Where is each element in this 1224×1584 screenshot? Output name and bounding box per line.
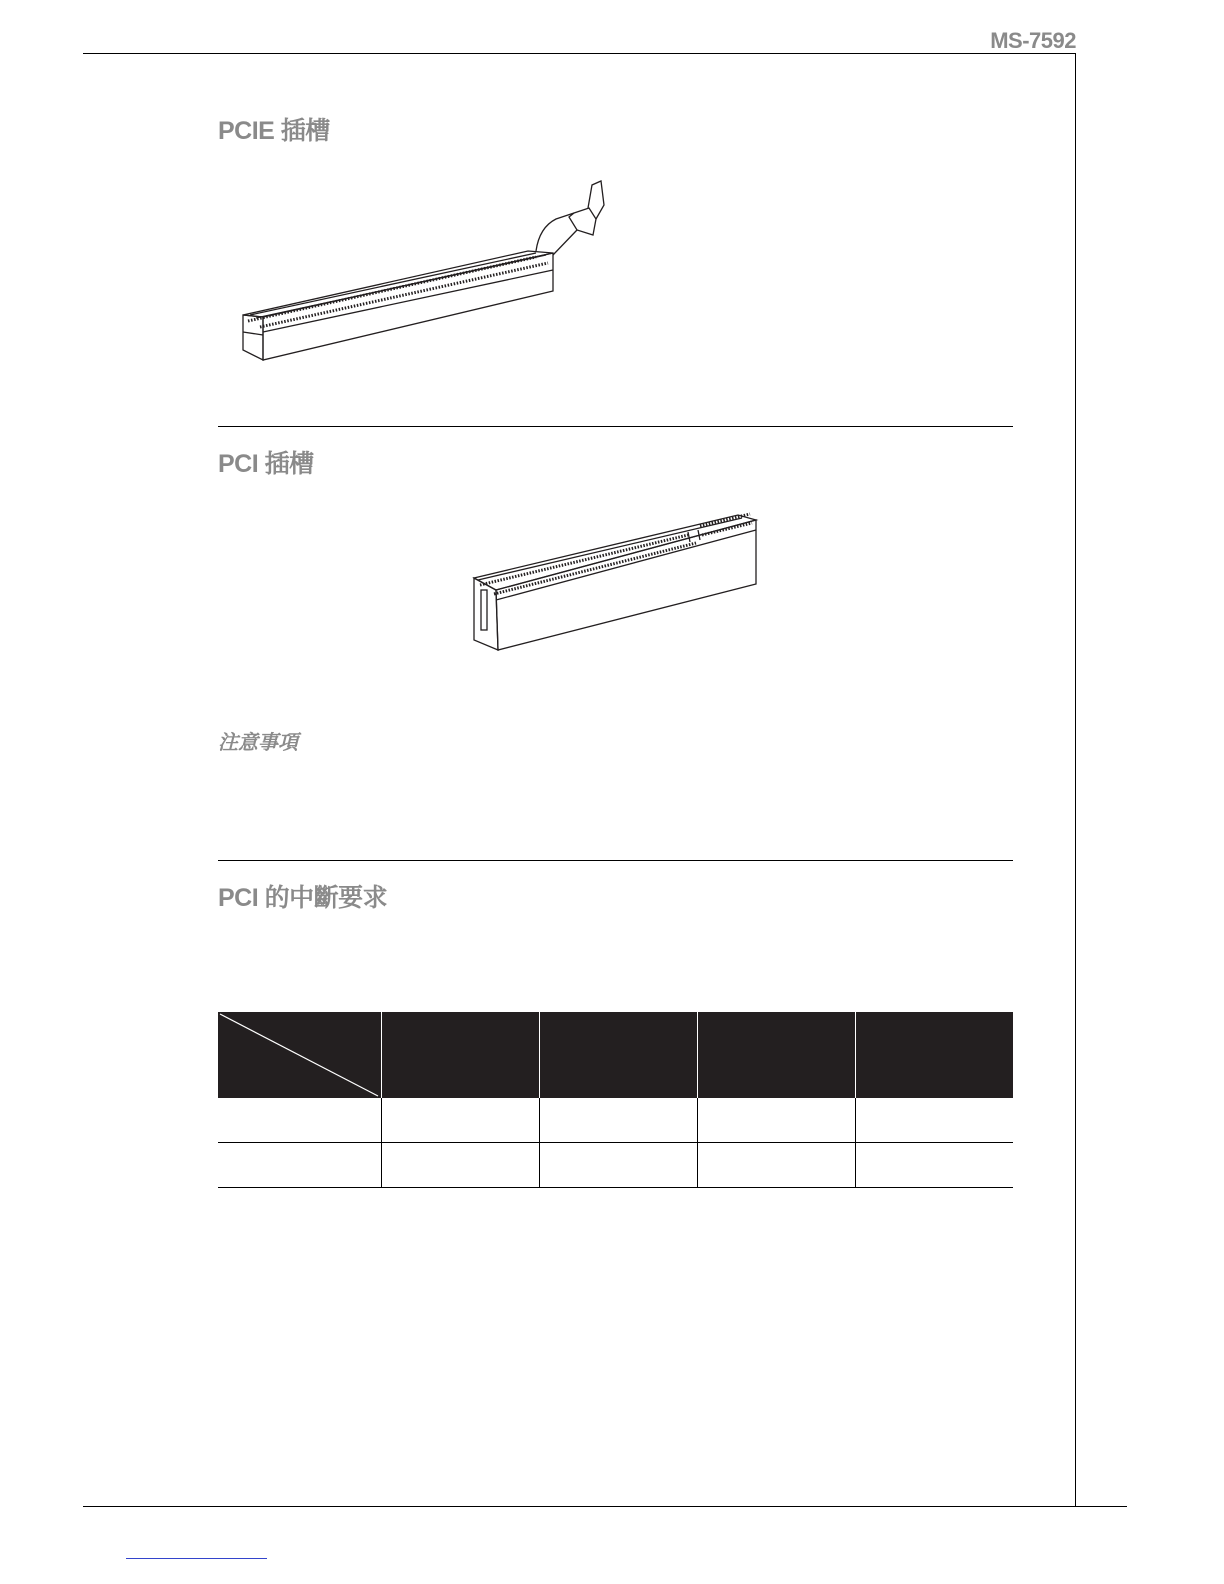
table-cell — [381, 1143, 539, 1188]
pci-irq-table — [218, 1012, 1013, 1188]
table-cell — [697, 1143, 855, 1188]
table-header-row — [218, 1012, 1013, 1098]
pci-slot-illustration — [468, 510, 764, 656]
pci-slot-heading: PCI 插槽 — [218, 450, 314, 478]
table-corner-cell — [218, 1012, 381, 1098]
table-header-cell — [697, 1012, 855, 1098]
note-heading: 注意事項 — [218, 732, 298, 754]
header-rule — [83, 53, 1076, 54]
table-cell — [539, 1098, 697, 1143]
table-cell — [381, 1098, 539, 1143]
section-divider-2 — [218, 860, 1013, 861]
pci-irq-heading: PCI 的中斷要求 — [218, 884, 388, 912]
table-cell — [697, 1098, 855, 1143]
table-row — [218, 1098, 1013, 1143]
right-margin-rule — [1075, 53, 1076, 1507]
section-divider-1 — [218, 426, 1013, 427]
table-cell — [218, 1098, 381, 1143]
table-header-cell — [539, 1012, 697, 1098]
table-cell — [855, 1143, 1013, 1188]
footer-link-underline[interactable] — [126, 1558, 267, 1559]
table-header-cell — [855, 1012, 1013, 1098]
table-cell — [855, 1098, 1013, 1143]
pcie-slot-illustration — [236, 175, 626, 370]
table-cell — [539, 1143, 697, 1188]
table-cell — [218, 1143, 381, 1188]
model-number: MS-7592 — [990, 28, 1076, 53]
table-row — [218, 1143, 1013, 1188]
pcie-slot-heading: PCIE 插槽 — [218, 117, 330, 145]
table-header-cell — [381, 1012, 539, 1098]
footer-rule — [83, 1506, 1127, 1507]
